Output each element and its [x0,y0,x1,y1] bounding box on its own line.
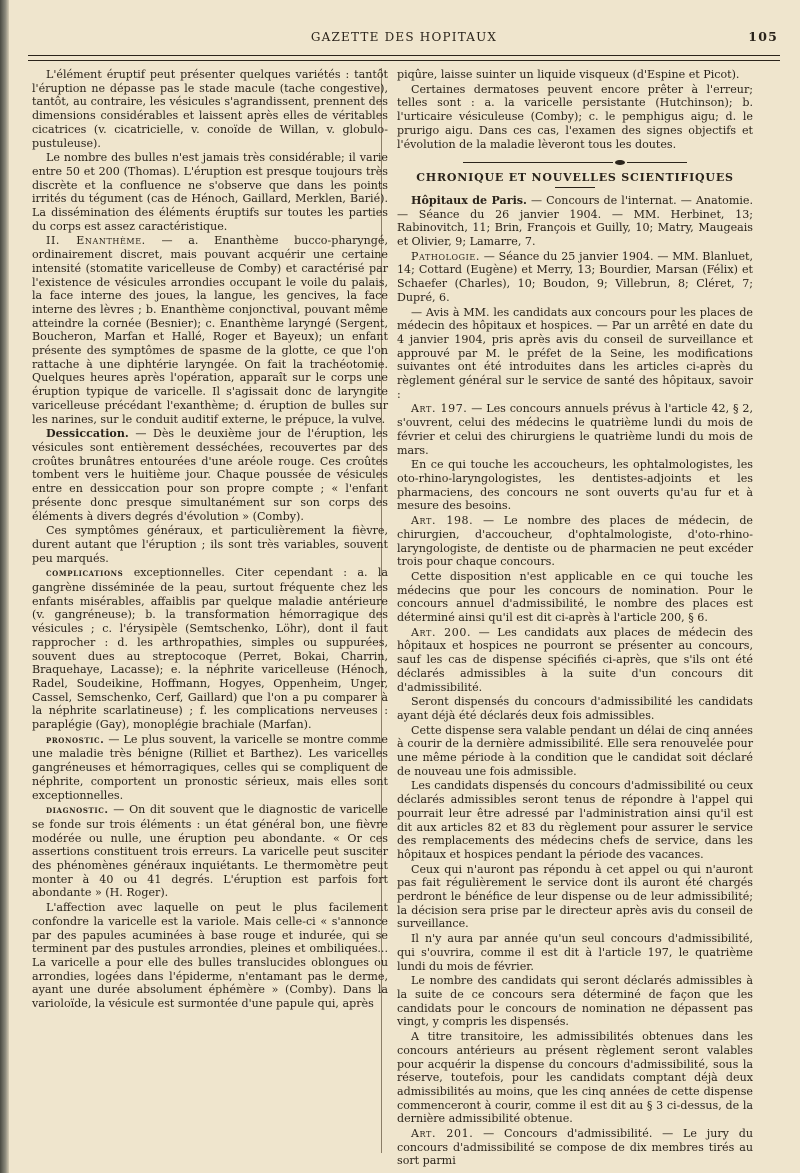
paragraph [397,1127,753,1168]
paragraph: — Avis à MM. les candidats aux concours pour les places de médecin des hôpitaux et hospices. — Par un arrêté en date du 4 janvier 1904, pris après avis du conseil de surveillance et approuvé par M. le préfet de la Seine, les modifications suivantes ont été introduites dans les articles ci-après du règlement général sur le service de santé des hôpitaux, savoir : [397,305,753,401]
paragraph: Cette disposition n'est applicable en ce qui touche les médecins que pour les concours de nomination. Pour le concours annuel d'admissibilité, le nombre des places est déterminé ainsi qu'il est dit ci-après à l'article 200, § 6. [397,569,753,625]
paragraph-text: — Concours d'admissibilité. — Le jury du concours d'admissibilité se compose de dix membres tirés au sort parmi [397,1127,753,1168]
section-head: Art. 200. [411,625,472,639]
paragraph-text: — Le nombre des places de médecin, de chirurgien, d'accoucheur, d'ophtalmologiste, d'oto-rhino-laryngologiste, de dentiste ou de pharmacien ne peut excéder trois pour chaque concours. [397,514,753,569]
paragraph [32,733,388,803]
paragraph: Ces symptômes généraux, et particulièrement la fièvre, durent autant que l'éruption ; ils sont très variables, souvent peu marqués. [32,524,388,565]
section-head: Pathologie. [411,249,480,263]
paragraph [397,250,753,305]
section-title: CHRONIQUE ET NOUVELLES SCIENTIFIQUES [416,171,734,185]
paragraph-text: — Dès le deuxième jour de l'éruption, les vésicules sont entièrement desséchées, recouvertes par des croûtes brunâtres entourées d'une aréole rouge. Ces croûtes tombent vers le huitième jour. Chaque poussée de vésicules entre en dessiccation pour son propre compte ; « l'enfant présente donc presque simultanément sur son corps des éléments à divers degrés d'évolution » (Comby). [32,427,388,523]
section-head: diagnostic. [46,804,109,817]
paragraph-text: — Séance du 25 janvier 1904. — MM. Blanluet, 14; Cottard (Eugène) et Merry, 13; Bourdier, Marsan (Félix) et Schaefer (Charles), 10; Boudon, 9; Villebrun, 8; Cléret, 7; Dupré, 6. [397,249,753,304]
paragraph-text: — Concours de l'internat. — Anatomie. — Séance du 26 janvier 1904. — MM. Herbinet, 13; Rabinovitch, 11; Brin, François et Guilly, 10; Matry, Maugeais et Olivier, 9; Lamarre, 7. [397,193,753,249]
paragraph [32,427,388,523]
page-header [28,30,780,48]
header-rule-thick [28,55,780,56]
paragraph [397,194,753,249]
paragraph-text: — Le plus souvent, la varicelle se montre comme une maladie très bénigne (Rilliet et Barthez). Les varicelles gangréneuses et hémorragiques, celles qui se compliquent de néphrite, comportent un pronostic sérieux, mais elles sont exceptionnelles. [32,732,388,802]
paragraph-text: — Les concours annuels prévus à l'article 42, § 2, s'ouvrent, celui des médecins le quatrième lundi du mois de février et celui des chirurgiens le quatrième lundi du mois de mars. [397,402,753,457]
paragraph: Le nombre des bulles n'est jamais très considérable; il varie entre 50 et 200 (Thomas). L'éruption est presque toujours très discrète et la confluence ne s'observe que dans les points irrités du tégument (cas de Hénoch, Gaillard, Merklen, Barié). La dissémination des éléments éruptifs sur toutes les parties du corps est assez caractéristique. [32,151,388,233]
header-rule-thin [28,60,780,61]
section-head: Art. 197. [411,402,468,416]
paragraph: Cette dispense sera valable pendant un délai de cinq années à courir de la dernière admissibilité. Elle sera renouvelée pour une même période à la condition que le candidat soit déclaré de nouveau une fois admissible. [397,723,753,778]
paragraph: Certaines dermatoses peuvent encore prêter à l'erreur; telles sont : a. la varicelle persistante (Hutchinson); b. l'urticaire vésiculeuse (Comby); c. le pemphigus aigu; d. le prurigo aigu. Dans ces cas, l'examen des signes objectifs et l'évolution de la maladie lèveront tous les doutes. [397,82,753,151]
paragraph: En ce qui touche les accoucheurs, les ophtalmologistes, les oto-rhino-laryngologistes, les dentistes-adjoints et les pharmaciens, des concours ne sont ouverts qu'au fur et à mesure des besoins. [397,458,753,513]
paragraph [397,626,753,695]
right-column [397,68,753,1169]
paragraph: L'élément éruptif peut présenter quelques variétés : tantôt l'éruption ne dépasse pas le stade macule (tache congestive), tantôt, au contraire, les vésicules s'agrandissent, prennent des dimensions considérables et laissent après elles de véritables cicatrices (v. cicatricielle, v. conoïde de Willan, v. globulo-pustuleuse). [32,68,388,150]
journal-title: GAZETTE DES HOPITAUX [310,30,498,44]
paragraph: Seront dispensés du concours d'admissibilité les candidats ayant déjà été déclarés deux fois admissibles. [397,695,753,722]
section-head: Art. 198. [411,514,474,528]
paragraph-text: — a. Enanthème bucco-pharyngé, ordinairement discret, mais pouvant acquérir une certaine intensité (stomatite varicelleuse de Comby) et caractérisé par l'existence de vésicules arrondies occupant le voile du palais, la face interne des joues, la langue, les gencives, la face interne des lèvres ; b. Enanthème conjonctival, pouvant même atteindre la cornée (Besnier); c. Enanthème laryngé (Sergent, Boucheron, Marfan et Hallé, Roger et Bayeux); un enfant présente des symptômes de spasme de la glotte, ce que l'on rattache à une diphtérie laryngée. On fait la trachéotomie. Quelques heures après l'opération, apparaît sur le corps une éruption typique de varicelle. Il s'agissait donc de laryngite varicelleuse précédant l'exanthème; d. éruption de bulles sur les narines, sur le conduit auditif externe, le prépuce, la vulve. [32,234,388,426]
paragraph [397,402,753,457]
section-head: complications [46,567,124,580]
paragraph [32,234,388,426]
paragraph: Il n'y aura par année qu'un seul concours d'admissibilité, qui s'ouvrira, comme il est dit à l'article 197, le quatrième lundi du mois de février. [397,932,753,973]
section-head: Hôpitaux de Paris. [411,193,527,207]
paragraph: piqûre, laisse suinter un liquide visqueux (d'Espine et Picot). [397,68,740,81]
paragraph-text: — Les candidats aux places de médecin des hôpitaux et hospices ne pourront se présenter au concours, sauf les cas de dispense spécifiés ci-après, que s'ils ont été déclarés admissibles à la suite d'un concours dit d'admissibilité. [397,625,753,694]
section-head: pronostic. [46,733,105,746]
page-number: 105 [748,29,778,44]
paragraph: A titre transitoire, les admissibilités obtenues dans les concours antérieurs au présent règlement seront valables pour acquérir la dispense du concours d'admissibilité, sous la réserve, toutefois, pour les candidats comptant déjà deux admissibilités au moins, que les cinq années de cette dispense commenceront à courir, comme il est dit au § 3 ci-dessus, de la dernière admissibilité obtenue. [397,1030,753,1126]
section-title-rule [555,187,595,188]
section-head: II. Enanthème. [46,234,146,248]
paragraph [32,566,388,731]
paragraph-text: exceptionnelles. Citer cependant : a. la gangrène disséminée de la peau, surtout fréquente chez les enfants misérables, affaiblis par quelque maladie antérieure (v. gangréneuse); b. la transformation hémorragique des vésicules ; c. l'érysipèle (Semtschenko, Löhr), dont il faut rapprocher : d. les arthropathies, simples ou suppurées, souvent dues au streptocoque (Perret, Bokai, Charrin, Braquehaye, Lacasse); e. la néphrite varicelleuse (Hénoch, Radel, Soudeikine, Hoffmann, Hogyes, Oppenheim, Unger, Cassel, Semschenko, Cerf, Gaillard) que l'on a pu comparer à la néphrite scarlatineuse) ; f. les complications nerveuses : paraplégie (Gay), monoplégie brachiale (Marfan). [32,566,388,732]
paragraph [397,514,753,569]
ornament-rule [397,155,753,165]
left-column [32,68,388,1012]
paragraph [32,803,388,900]
paragraph-text: — On dit souvent que le diagnostic de varicelle se fonde sur trois éléments : un état général bon, une fièvre modérée ou nulle, une éruption peu abondante. « Or ces assertions constituent trois erreurs. La varicelle peut susciter des phénomènes généraux inquiétants. Le thermomètre peut monter à 40 ou 41 degrés. L'éruption est parfois fort abondante » (H. Roger). [32,803,388,900]
section-head: Art. 201. [411,1127,474,1141]
binding-edge [0,0,9,1173]
paragraph: L'affection avec laquelle on peut le plus facilement confondre la varicelle est la variole. Mais celle-ci « s'annonce par des papules acuminées à base rouge et indurée, qui se terminent par des pustules arrondies, pleines et ombiliquées... La varicelle a pour elle des bulles translucides oblongues ou arrondies, logées dans l'épiderme, n'entamant pas le derme, ayant une durée absolument éphémère » (Comby). Dans la varioloïde, la vésicule est surmontée d'une papule qui, après [32,901,388,1011]
section-head: Dessiccation. [46,427,129,441]
paragraph: Les candidats dispensés du concours d'admissibilité ou ceux déclarés admissibles seront tenus de répondre à l'appel qui pourrait leur être adressé par l'administration ainsi qu'il est dit aux articles 82 et 83 du règlement pour assurer le service des remplacements des médecins chefs de service, dans les hôpitaux et hospices pendant la période des vacances. [397,779,753,861]
paragraph: Le nombre des candidats qui seront déclarés admissibles à la suite de ce concours sera déterminé de façon que les candidats pour le concours de nomination ne dépassent pas vingt, y compris les dispensés. [397,974,753,1029]
paragraph: Ceux qui n'auront pas répondu à cet appel ou qui n'auront pas fait régulièrement le service dont ils auront été chargés perdront le bénéfice de leur dispense ou de leur admissibilité; la décision sera prise par le directeur après avis du conseil de surveillance. [397,862,753,931]
